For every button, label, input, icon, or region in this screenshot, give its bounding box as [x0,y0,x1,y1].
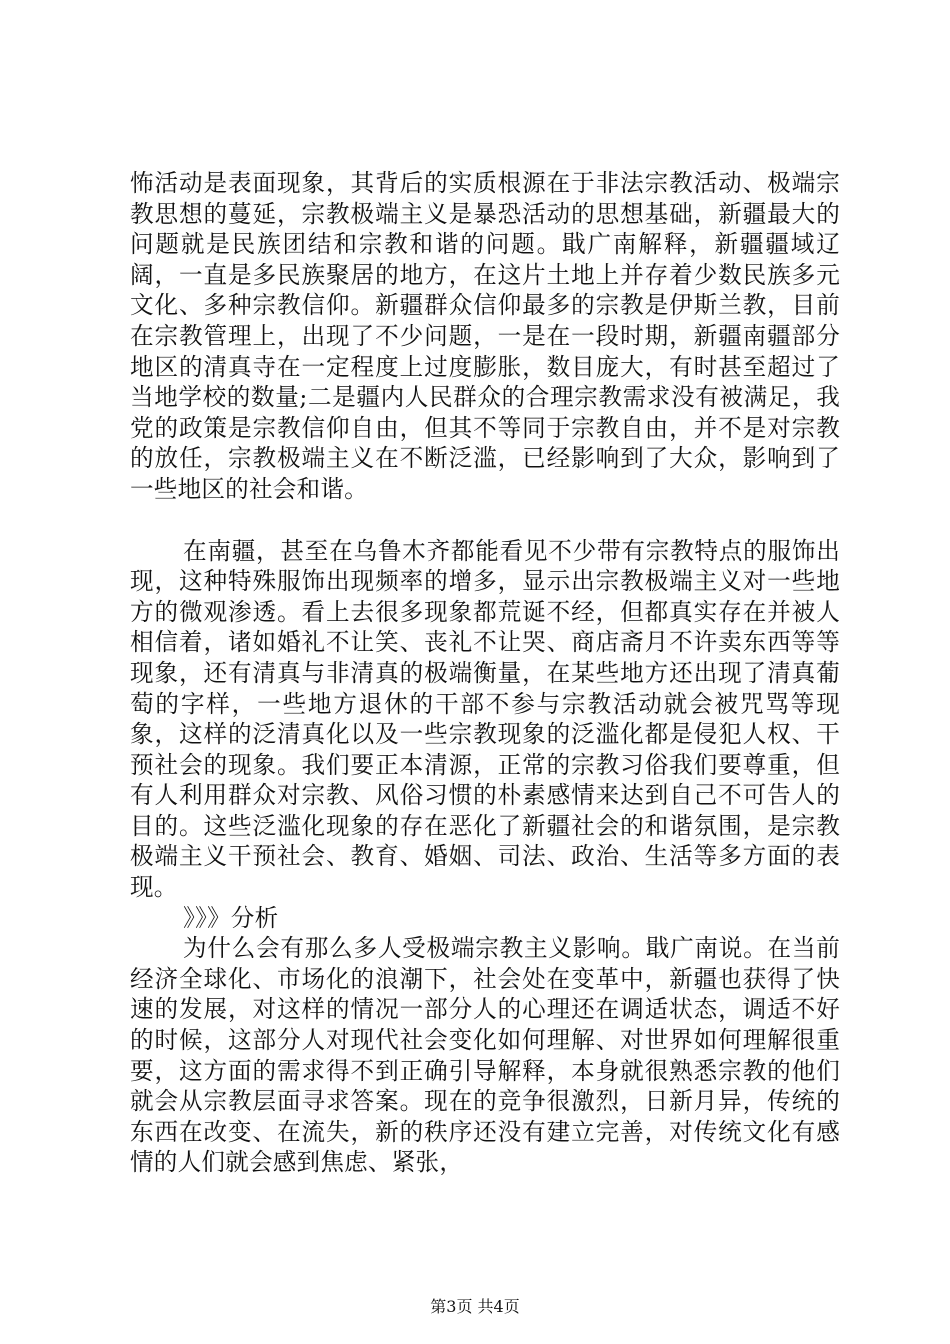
paragraph-3: 为什么会有那么多人受极端宗教主义影响。戢广南说。在当前经济全球化、市场化的浪潮下，社会处在变革中，新疆也获得了快速的发展，对这样的情况一部分人的心理还在调适状态，调适不好的时候，这部分人对现代社会变化如何理解、对世界如何理解很重要，这方面的需求得不到正确引导解释，本身就很熟悉宗教的他们就会从宗教层面寻求答案。现在的竞争很激烈，日新月异，传统的东西在改变、在流失，新的秩序还没有建立完善，对传统文化有感情的人们就会感到焦虑、紧张， [130,934,840,1177]
paragraph-2: 在南疆，甚至在乌鲁木齐都能看见不少带有宗教特点的服饰出现，这种特殊服饰出现频率的增多，显示出宗教极端主义对一些地方的微观渗透。看上去很多现象都荒诞不经，但都真实存在并被人相信着，诸如婚礼不让笑、丧礼不让哭、商店斋月不许卖东西等等现象，还有清真与非清真的极端衡量，在某些地方还出现了清真葡萄的字样，一些地方退休的干部不参与宗教活动就会被咒骂等现象，这样的泛清真化以及一些宗教现象的泛滥化都是侵犯人权、干预社会的现象。我们要正本清源，正常的宗教习俗我们要尊重，但有人利用群众对宗教、风俗习惯的朴素感情来达到自己不可告人的目的。这些泛滥化现象的存在恶化了新疆社会的和谐氛围，是宗教极端主义干预社会、教育、婚姻、司法、政治、生活等多方面的表现。 [130,536,840,902]
document-body [130,168,840,1178]
section-heading-analysis: 》》》分析 [183,903,279,932]
page-number-footer: 第3页 共4页 [430,1297,520,1316]
paragraph-1: 怖活动是表面现象，其背后的实质根源在于非法宗教活动、极端宗教思想的蔓延，宗教极端主义是暴恐活动的思想基础，新疆最大的问题就是民族团结和宗教和谐的问题。戢广南解释，新疆疆域辽阔，一直是多民族聚居的地方，在这片土地上并存着少数民族多元文化、多种宗教信仰。新疆群众信仰最多的宗教是伊斯兰教，目前在宗教管理上，出现了不少问题，一是在一段时期，新疆南疆部分地区的清真寺在一定程度上过度膨胀，数目庞大，有时甚至超过了当地学校的数量;二是疆内人民群众的合理宗教需求没有被满足，我党的政策是宗教信仰自由，但其不等同于宗教自由，并不是对宗教的放任，宗教极端主义在不断泛滥，已经影响到了大众，影响到了一些地区的社会和谐。 [130,169,840,503]
